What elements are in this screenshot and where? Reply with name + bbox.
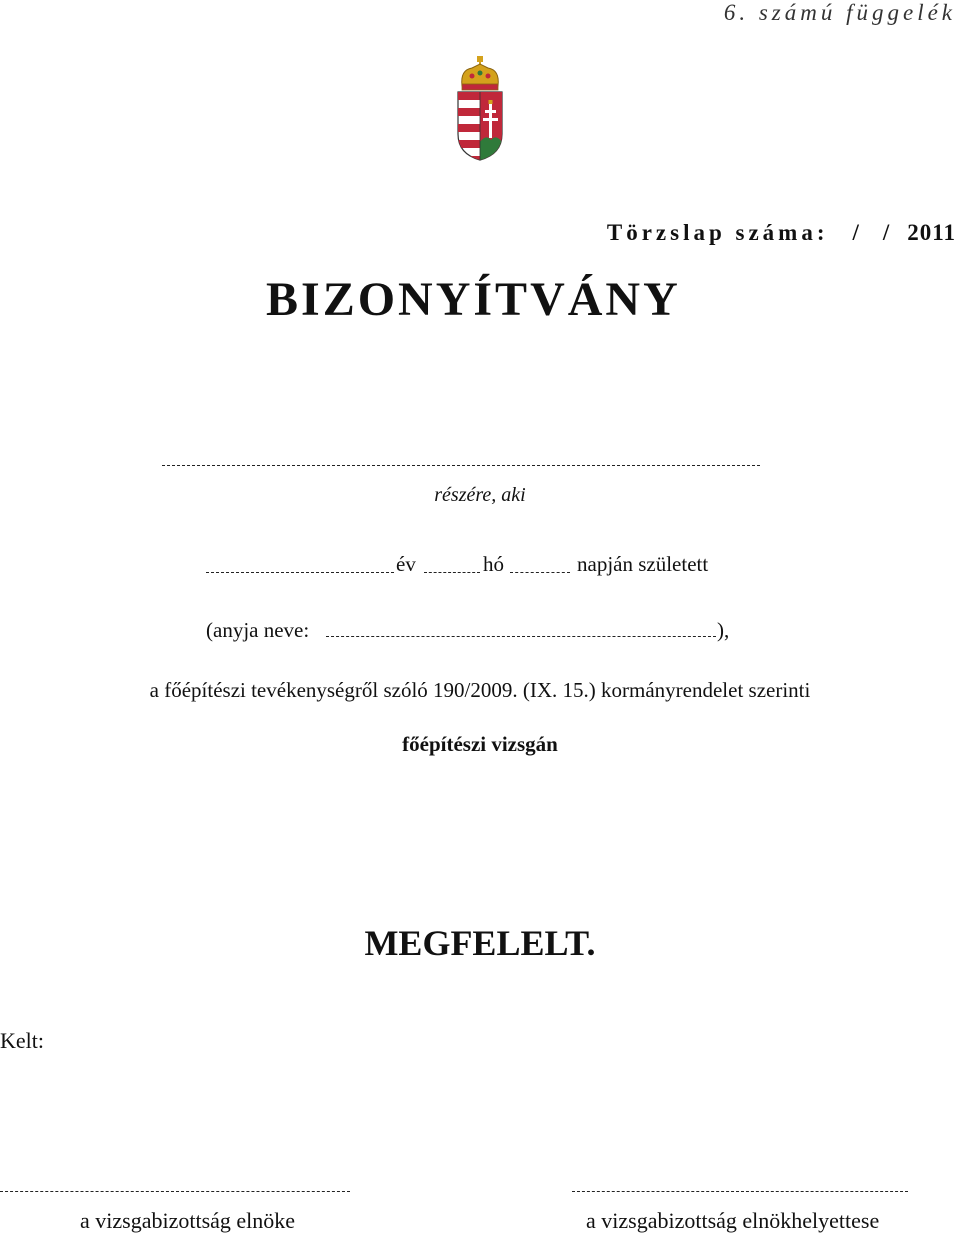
vice-chair-label: a vizsgabizottság elnökhelyettese xyxy=(586,1208,880,1233)
reszere-text: részére, aki xyxy=(434,484,526,506)
appendix-label: 6. számú függelék xyxy=(723,0,956,25)
napjan-label: napján született xyxy=(577,552,709,576)
anyja-prefix: (anyja neve: xyxy=(206,618,310,642)
kelt-label: Kelt: xyxy=(0,1028,44,1053)
birth-day-blank xyxy=(510,572,570,573)
holy-crown-icon xyxy=(462,56,499,90)
ho-label: hó xyxy=(483,552,504,576)
chair-signature-line xyxy=(0,1191,350,1192)
birth-month-blank xyxy=(424,572,480,573)
anyja-suffix: ), xyxy=(717,618,730,642)
register-slash-1: / xyxy=(852,220,859,245)
mother-name-blank xyxy=(326,636,716,637)
decree-text: a főépítészi tevékenységről szóló 190/2009. (IX. 15.) kormányrendelet szerinti xyxy=(149,678,811,702)
chair-label: a vizsgabizottság elnöke xyxy=(80,1208,296,1233)
vice-chair-signature-line xyxy=(572,1191,908,1192)
register-label: Törzslap száma: xyxy=(606,220,829,245)
result-text: MEGFELELT. xyxy=(364,923,596,963)
ev-label: év xyxy=(396,552,416,576)
register-slash-2: / xyxy=(882,220,890,245)
name-blank-line xyxy=(162,465,760,466)
hungarian-coat-of-arms-icon xyxy=(452,56,508,162)
register-number xyxy=(607,220,956,246)
shield-icon xyxy=(458,92,502,162)
document-title: BIZONYÍTVÁNY xyxy=(266,273,681,326)
register-year: 2011 xyxy=(907,220,956,245)
birth-year-blank xyxy=(206,572,394,573)
exam-text: főépítészi vizsgán xyxy=(402,732,558,756)
